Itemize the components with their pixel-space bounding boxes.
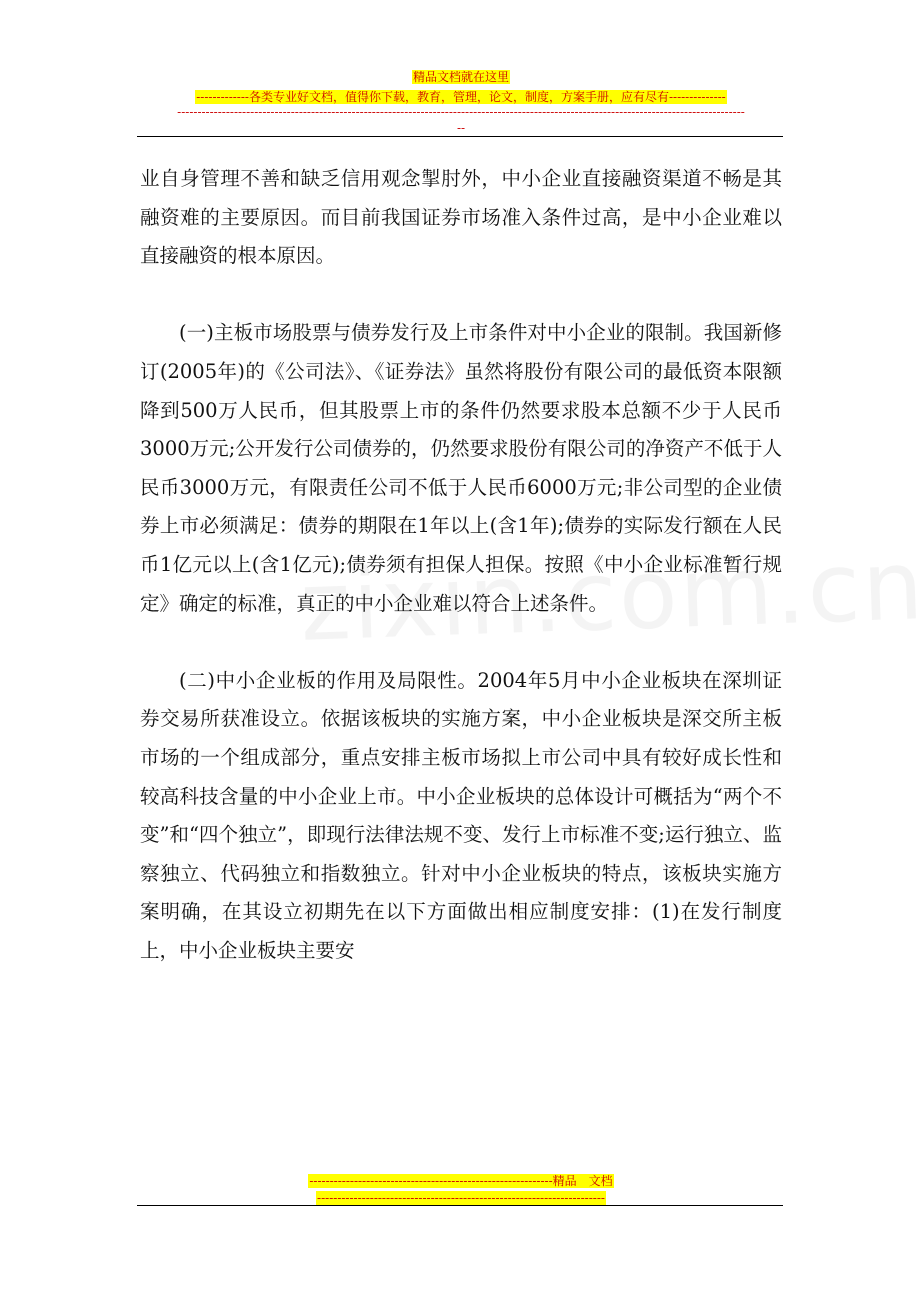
- footer-line-2: -----------------------------------------------------------------------: [317, 1191, 605, 1205]
- header-dash-line: --------------------------------------------------------------------------------------------------------------------------------------------: [177, 105, 745, 119]
- header-dash-tail: --: [456, 121, 466, 135]
- header-title: 精品文档就在这里: [412, 70, 509, 84]
- footer-line-1: ------------------------------------------------------------精品 文档: [309, 1174, 613, 1188]
- paragraph-2: (一)主板市场股票与债券发行及上市条件对中小企业的限制。我国新修订(2005年)的《公司法》、《证券法》虽然将股份有限公司的最低资本限额降到500万人民币，但其股票上市的条件仍然要求股本总额不少于人民币3000万元;公开发行公司债券的，仍然要求股份有限公司的净资产不低于人民币3000万元，有限责任公司不低于人民币6000万元;非公司型的企业债券上市必须满足：债券的期限在1年以上(含1年);债券的实际发行额在人民币1亿元以上(含1亿元);债券须有担保人担保。按照《中小企业标准暂行规定》确定的标准，真正的中小企业难以符合上述条件。: [140, 321, 782, 615]
- document-body: [140, 160, 782, 970]
- header-rule: [137, 136, 783, 137]
- header-tagline: -------------各类专业好文档，值得你下载，教育，管理，论文，制度，方案手册，应有尽有--------------: [196, 90, 726, 104]
- footer-rule: [137, 1205, 783, 1206]
- paragraph-3: (二)中小企业板的作用及局限性。2004年5月中小企业板块在深圳证券交易所获准设立。依据该板块的实施方案，中小企业板块是深交所主板市场的一个组成部分，重点安排主板市场拟上市公司中具有较好成长性和较高科技含量的中小企业上市。中小企业板块的总体设计可概括为“两个不变”和“四个独立”，即现行法律法规不变、发行上市标准不变;运行独立、监察独立、代码独立和指数独立。针对中小企业板块的特点，该板块实施方案明确，在其设立初期先在以下方面做出相应制度安排：(1)在发行制度上，中小企业板块主要安: [140, 668, 782, 962]
- paragraph-1: 业自身管理不善和缺乏信用观念掣肘外，中小企业直接融资渠道不畅是其融资难的主要原因。而目前我国证券市场准入条件过高，是中小企业难以直接融资的根本原因。: [140, 167, 782, 268]
